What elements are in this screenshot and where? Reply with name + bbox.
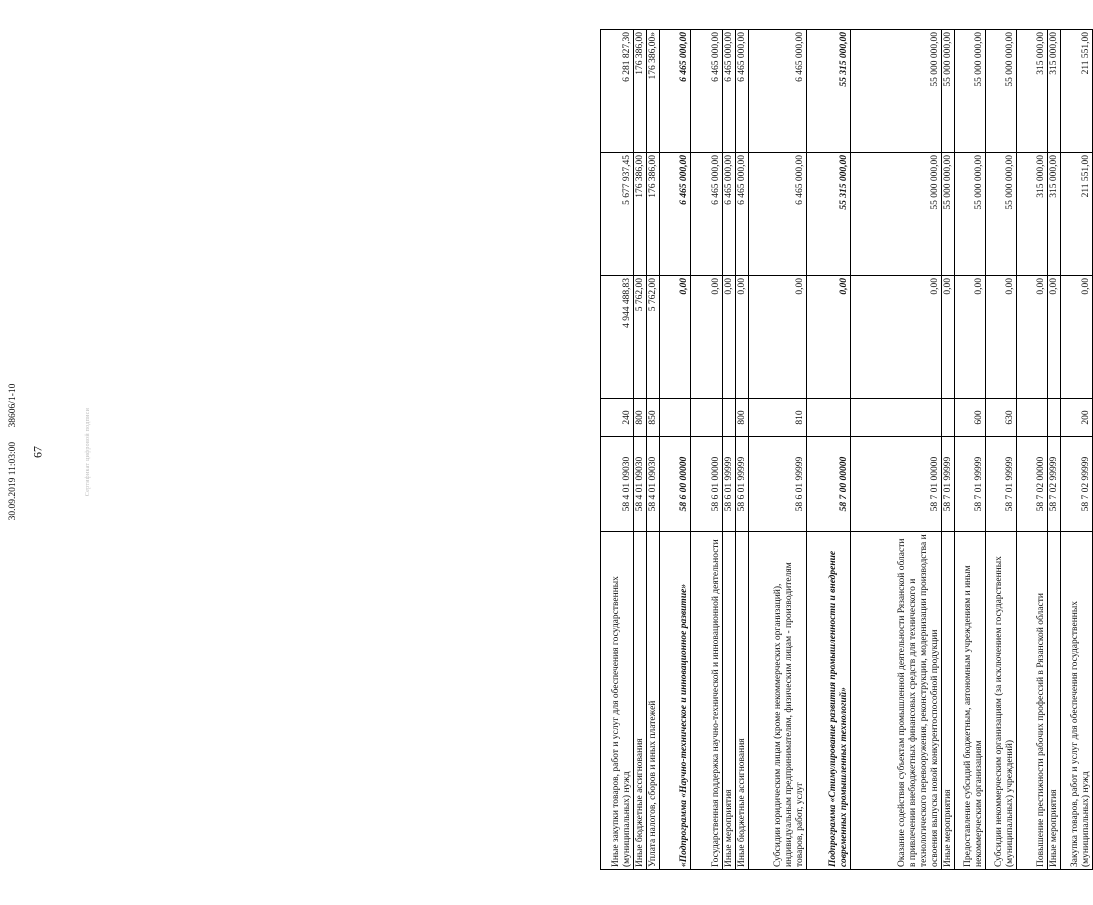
row-code: 58 7 00 00000 — [807, 437, 851, 532]
row-amount-2020: 6 465 000,00 — [736, 153, 749, 276]
row-amount-2019: 0,00 — [1017, 276, 1048, 399]
row-expense-type — [1048, 399, 1061, 437]
table-row — [1017, 30, 1048, 870]
row-amount-2021: 55 000 000,00 — [955, 30, 986, 153]
row-amount-2020: 6 465 000,00 — [691, 153, 723, 276]
row-description: Субсидии юридическим лицам (кроме некоммерческих организаций), индивидуальным предпринимателям, физическим лицам - производителям товаров, работ, услуг — [749, 532, 807, 870]
table-row — [807, 30, 851, 870]
row-amount-2020: 55 000 000,00 — [986, 153, 1017, 276]
row-expense-type — [660, 399, 691, 437]
row-amount-2020: 6 465 000,00 — [749, 153, 807, 276]
row-amount-2019: 5 762,00 — [634, 276, 647, 399]
row-amount-2021: 315 000,00 — [1048, 30, 1061, 153]
row-description: Иные мероприятия — [723, 532, 736, 870]
table-row — [986, 30, 1017, 870]
row-expense-type: 240 — [601, 399, 634, 437]
table-row — [1048, 30, 1061, 870]
row-code: 58 6 01 00000 — [691, 437, 723, 532]
row-amount-2020: 55 000 000,00 — [955, 153, 986, 276]
row-code: 58 6 00 00000 — [660, 437, 691, 532]
row-code: 58 7 02 99999 — [1048, 437, 1061, 532]
table-row — [851, 30, 942, 870]
row-amount-2019: 0,00 — [1061, 276, 1093, 399]
row-description: Иные мероприятия — [942, 532, 955, 870]
row-amount-2019: 0,00 — [942, 276, 955, 399]
row-amount-2020: 55 315 000,00 — [807, 153, 851, 276]
rotated-page — [600, 30, 1090, 870]
row-amount-2020: 5 677 937,45 — [601, 153, 634, 276]
row-expense-type: 600 — [955, 399, 986, 437]
row-amount-2021: 55 000 000,00 — [986, 30, 1017, 153]
row-amount-2019: 0,00 — [807, 276, 851, 399]
row-amount-2019: 0,00 — [851, 276, 942, 399]
row-description: Субсидии некоммерческим организациям (за исключением государственных (муниципальных) учреждений) — [986, 532, 1017, 870]
row-amount-2021: 55 000 000,00 — [942, 30, 955, 153]
row-amount-2020: 6 465 000,00 — [723, 153, 736, 276]
row-expense-type: 810 — [749, 399, 807, 437]
row-expense-type: 800 — [634, 399, 647, 437]
table-row — [736, 30, 749, 870]
footer-datetime: 30.09.2019 11:03:00 — [8, 441, 18, 521]
row-code: 58 7 02 99999 — [1061, 437, 1093, 532]
table-row — [749, 30, 807, 870]
row-amount-2020: 315 000,00 — [1048, 153, 1061, 276]
signature-stamp: Сертификат цифровой подписи — [85, 407, 91, 497]
row-amount-2021: 315 000,00 — [1017, 30, 1048, 153]
table-row — [723, 30, 736, 870]
row-code: 58 7 01 99999 — [955, 437, 986, 532]
row-amount-2020: 6 465 000,00 — [660, 153, 691, 276]
row-code: 58 6 01 99999 — [749, 437, 807, 532]
row-amount-2021: 55 315 000,00 — [807, 30, 851, 153]
table-row — [1061, 30, 1093, 870]
row-code: 58 6 01 99999 — [736, 437, 749, 532]
row-code: 58 7 01 99999 — [942, 437, 955, 532]
row-amount-2020: 176 386,00 — [647, 153, 660, 276]
row-expense-type: 630 — [986, 399, 1017, 437]
row-description: Иные закупки товаров, работ и услуг для обеспечения государственных (муниципальных) нужд — [601, 532, 634, 870]
row-expense-type — [1017, 399, 1048, 437]
budget-table-body — [601, 30, 1093, 870]
table-row — [691, 30, 723, 870]
row-amount-2021: 176 386,00» — [647, 30, 660, 153]
row-description: Повышение престижности рабочих профессий в Рязанской области — [1017, 532, 1048, 870]
row-expense-type — [691, 399, 723, 437]
row-expense-type: 200 — [1061, 399, 1093, 437]
table-row — [601, 30, 634, 870]
table-row — [955, 30, 986, 870]
row-description: Уплата налогов, сборов и иных платежей — [647, 532, 660, 870]
row-amount-2019: 0,00 — [1048, 276, 1061, 399]
row-code: 58 6 01 99999 — [723, 437, 736, 532]
budget-table — [600, 29, 1093, 870]
footer — [8, 252, 18, 652]
row-amount-2021: 6 465 000,00 — [749, 30, 807, 153]
row-description: Иные мероприятия — [1048, 532, 1061, 870]
row-code: 58 4 01 09030 — [647, 437, 660, 532]
row-amount-2019: 0,00 — [955, 276, 986, 399]
table-row — [634, 30, 647, 870]
page-number: 67 — [30, 446, 45, 458]
row-amount-2021: 6 465 000,00 — [660, 30, 691, 153]
row-amount-2020: 315 000,00 — [1017, 153, 1048, 276]
row-amount-2020: 211 551,00 — [1061, 153, 1093, 276]
row-description: Оказание содействия субъектам промышленной деятельности Рязанской области в привлечении внебюджетных финансовых средств для технического и технологического перевооружения, реконструкции, модернизации производства и освоения выпуска новой конкурентоспособной продукции — [851, 532, 942, 870]
row-expense-type: 800 — [736, 399, 749, 437]
row-expense-type — [807, 399, 851, 437]
row-code: 58 4 01 09030 — [601, 437, 634, 532]
row-amount-2021: 211 551,00 — [1061, 30, 1093, 153]
row-amount-2021: 6 465 000,00 — [723, 30, 736, 153]
row-amount-2021: 6 281 827,30 — [601, 30, 634, 153]
row-amount-2019: 4 944 488,83 — [601, 276, 634, 399]
row-expense-type — [723, 399, 736, 437]
row-amount-2019: 0,00 — [660, 276, 691, 399]
row-amount-2021: 6 465 000,00 — [736, 30, 749, 153]
row-code: 58 4 01 09030 — [634, 437, 647, 532]
row-code: 58 7 01 00000 — [851, 437, 942, 532]
row-amount-2021: 6 465 000,00 — [691, 30, 723, 153]
row-description: Предоставление субсидий бюджетным, автономным учреждениям и иным некоммерческим организациям — [955, 532, 986, 870]
row-description: Иные бюджетные ассигнования — [736, 532, 749, 870]
row-amount-2019: 0,00 — [723, 276, 736, 399]
row-description: Закупка товаров, работ и услуг для обеспечения государственных (муниципальных) нужд — [1061, 532, 1093, 870]
row-description: Государственная поддержка научно-технической и инновационной деятельности — [691, 532, 723, 870]
row-amount-2019: 0,00 — [986, 276, 1017, 399]
row-amount-2019: 0,00 — [736, 276, 749, 399]
row-code: 58 7 01 99999 — [986, 437, 1017, 532]
table-row — [660, 30, 691, 870]
row-expense-type — [851, 399, 942, 437]
row-description: «Подпрограмма «Научно-техническое и инновационное развитие» — [660, 532, 691, 870]
row-amount-2019: 0,00 — [749, 276, 807, 399]
row-expense-type: 850 — [647, 399, 660, 437]
row-amount-2021: 176 386,00 — [634, 30, 647, 153]
row-amount-2020: 55 000 000,00 — [942, 153, 955, 276]
footer-doc-id: 38606/1-10 — [8, 383, 18, 428]
row-code: 58 7 02 00000 — [1017, 437, 1048, 532]
row-amount-2019: 0,00 — [691, 276, 723, 399]
row-amount-2020: 55 000 000,00 — [851, 153, 942, 276]
row-description: Подпрограмма «Стимулирование развития промышленности и внедрение современных промышленных технологий» — [807, 532, 851, 870]
row-expense-type — [942, 399, 955, 437]
table-row — [647, 30, 660, 870]
row-amount-2019: 5 762,00 — [647, 276, 660, 399]
row-amount-2021: 55 000 000,00 — [851, 30, 942, 153]
row-amount-2020: 176 386,00 — [634, 153, 647, 276]
row-description: Иные бюджетные ассигнования — [634, 532, 647, 870]
table-row — [942, 30, 955, 870]
